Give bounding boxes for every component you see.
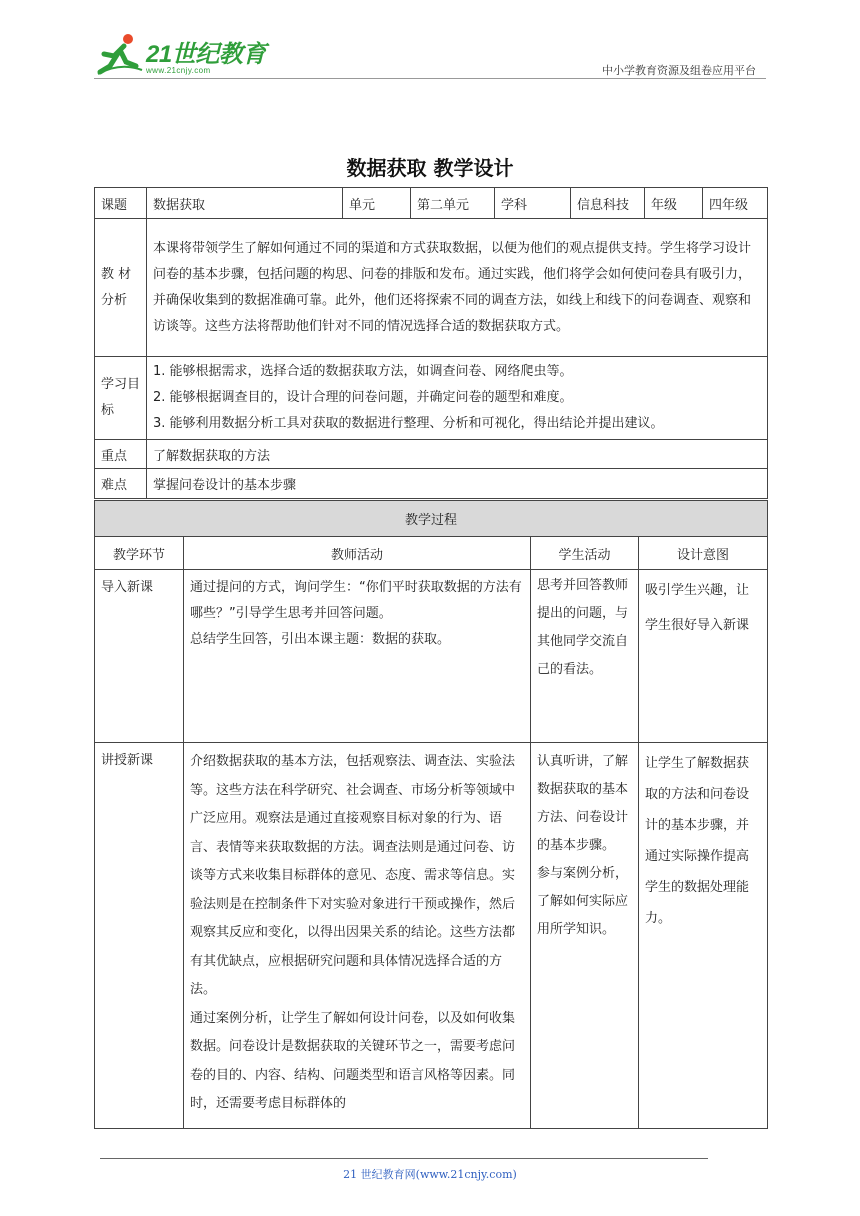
table-row [95,570,768,743]
process-title: 教学过程 [95,501,768,537]
objective-item: 1. 能够根据需求，选择合适的数据获取方法，如调查问卷、网络爬虫等。 [153,364,573,379]
teacher-paragraph: 总结学生回答，引出本课主题：数据的获取。 [190,632,451,647]
document-title: 数据获取 教学设计 [346,156,514,180]
unit-label: 单元 [343,188,411,219]
student-paragraph: 参与案例分析，了解如何实际应用所学知识。 [537,866,629,937]
topic-value: 数据获取 [147,188,343,219]
footer-text: 21 世纪教育网(www.21cnjy.com) [343,1168,517,1181]
intent-cell: 吸引学生兴趣，让学生很好导入新课 [639,570,768,743]
student-cell [531,743,639,1129]
teacher-cell [184,743,531,1129]
unit-value: 第二单元 [411,188,495,219]
header-stage: 教学环节 [95,537,184,570]
student-cell: 思考并回答教师提出的问题，与其他同学交流自己的看法。 [531,570,639,743]
teacher-paragraph: 介绍数据获取的基本方法，包括观察法、调查法、实验法等。这些方法在科学研究、社会调查、市场分析等领域中广泛应用。观察法是通过直接观察目标对象的行为、语言、表情等来获取数据的方法。调查法则是通过问卷、访谈等方式来收集目标群体的意见、态度、需求等信息。实验法则是在控制条件下对实验对象进行干预或操作，然后观察其反应和变化，以得出因果关系的结论。这些方法都有其优缺点，应根据研究问题和具体情况选择合适的方法。 [190,754,516,997]
grade-value: 四年级 [703,188,768,219]
student-paragraph: 认真听讲，了解数据获取的基本方法、问卷设计的基本步骤。 [537,754,629,853]
teacher-paragraph: 通过案例分析，让学生了解如何设计问卷，以及如何收集数据。问卷设计是数据获取的关键环节之一，需要考虑问卷的目的、内容、结构、问题类型和语言风格等因素。同时，还需要考虑目标群体的 [190,1010,516,1111]
subject-label: 学科 [495,188,571,219]
footer-divider [100,1158,708,1159]
subject-value: 信息科技 [571,188,645,219]
header-student: 学生活动 [531,537,639,570]
platform-name: 中小学教育资源及组卷应用平台 [602,64,756,77]
analysis-text: 本课将带领学生了解如何通过不同的渠道和方式获取数据，以便为他们的观点提供支持。学生将学习设计问卷的基本步骤，包括问题的构思、问卷的排版和发布。通过实践，他们将学会如何使问卷具有吸引力，并确保收集到的数据准确可靠。此外，他们还将探索不同的调查方法，如线上和线下的问卷调查、观察和访谈等。这些方法将帮助他们针对不同的情况选择合适的数据获取方式。 [147,219,768,357]
stage-cell: 讲授新课 [95,743,184,1129]
intent-cell: 让学生了解数据获取的方法和问卷设计的基本步骤，并通过实际操作提高学生的数据处理能力。 [639,743,768,1129]
difficulty-label: 难点 [95,469,147,499]
grade-label: 年级 [645,188,703,219]
stage-cell: 导入新课 [95,570,184,743]
runner-logo-icon [96,32,144,76]
topic-label: 课题 [95,188,147,219]
logo-text: 21世纪教育 [146,41,266,68]
objectives-label: 学习目标 [95,357,147,440]
logo-url: www.21cnjy.com [146,66,211,75]
key-point-label: 重点 [95,440,147,469]
site-logo [96,32,266,80]
objectives-list [147,357,768,440]
analysis-label: 教 材分析 [95,219,147,357]
process-table [94,500,768,1129]
difficulty-text: 掌握问卷设计的基本步骤 [147,469,768,499]
objective-item: 3. 能够利用数据分析工具对获取的数据进行整理、分析和可视化，得出结论并提出建议。 [153,416,664,431]
teacher-paragraph: 通过提问的方式，询问学生：“你们平时获取数据的方法有哪些？”引导学生思考并回答问题。 [190,580,522,621]
info-table [94,187,768,499]
header-intent: 设计意图 [639,537,768,570]
table-row [95,743,768,1129]
objective-item: 2. 能够根据调查目的，设计合理的问卷问题，并确定问卷的题型和难度。 [153,390,573,405]
teacher-cell [184,570,531,743]
key-point-text: 了解数据获取的方法 [147,440,768,469]
header-teacher: 教师活动 [184,537,531,570]
header-divider [94,78,766,79]
